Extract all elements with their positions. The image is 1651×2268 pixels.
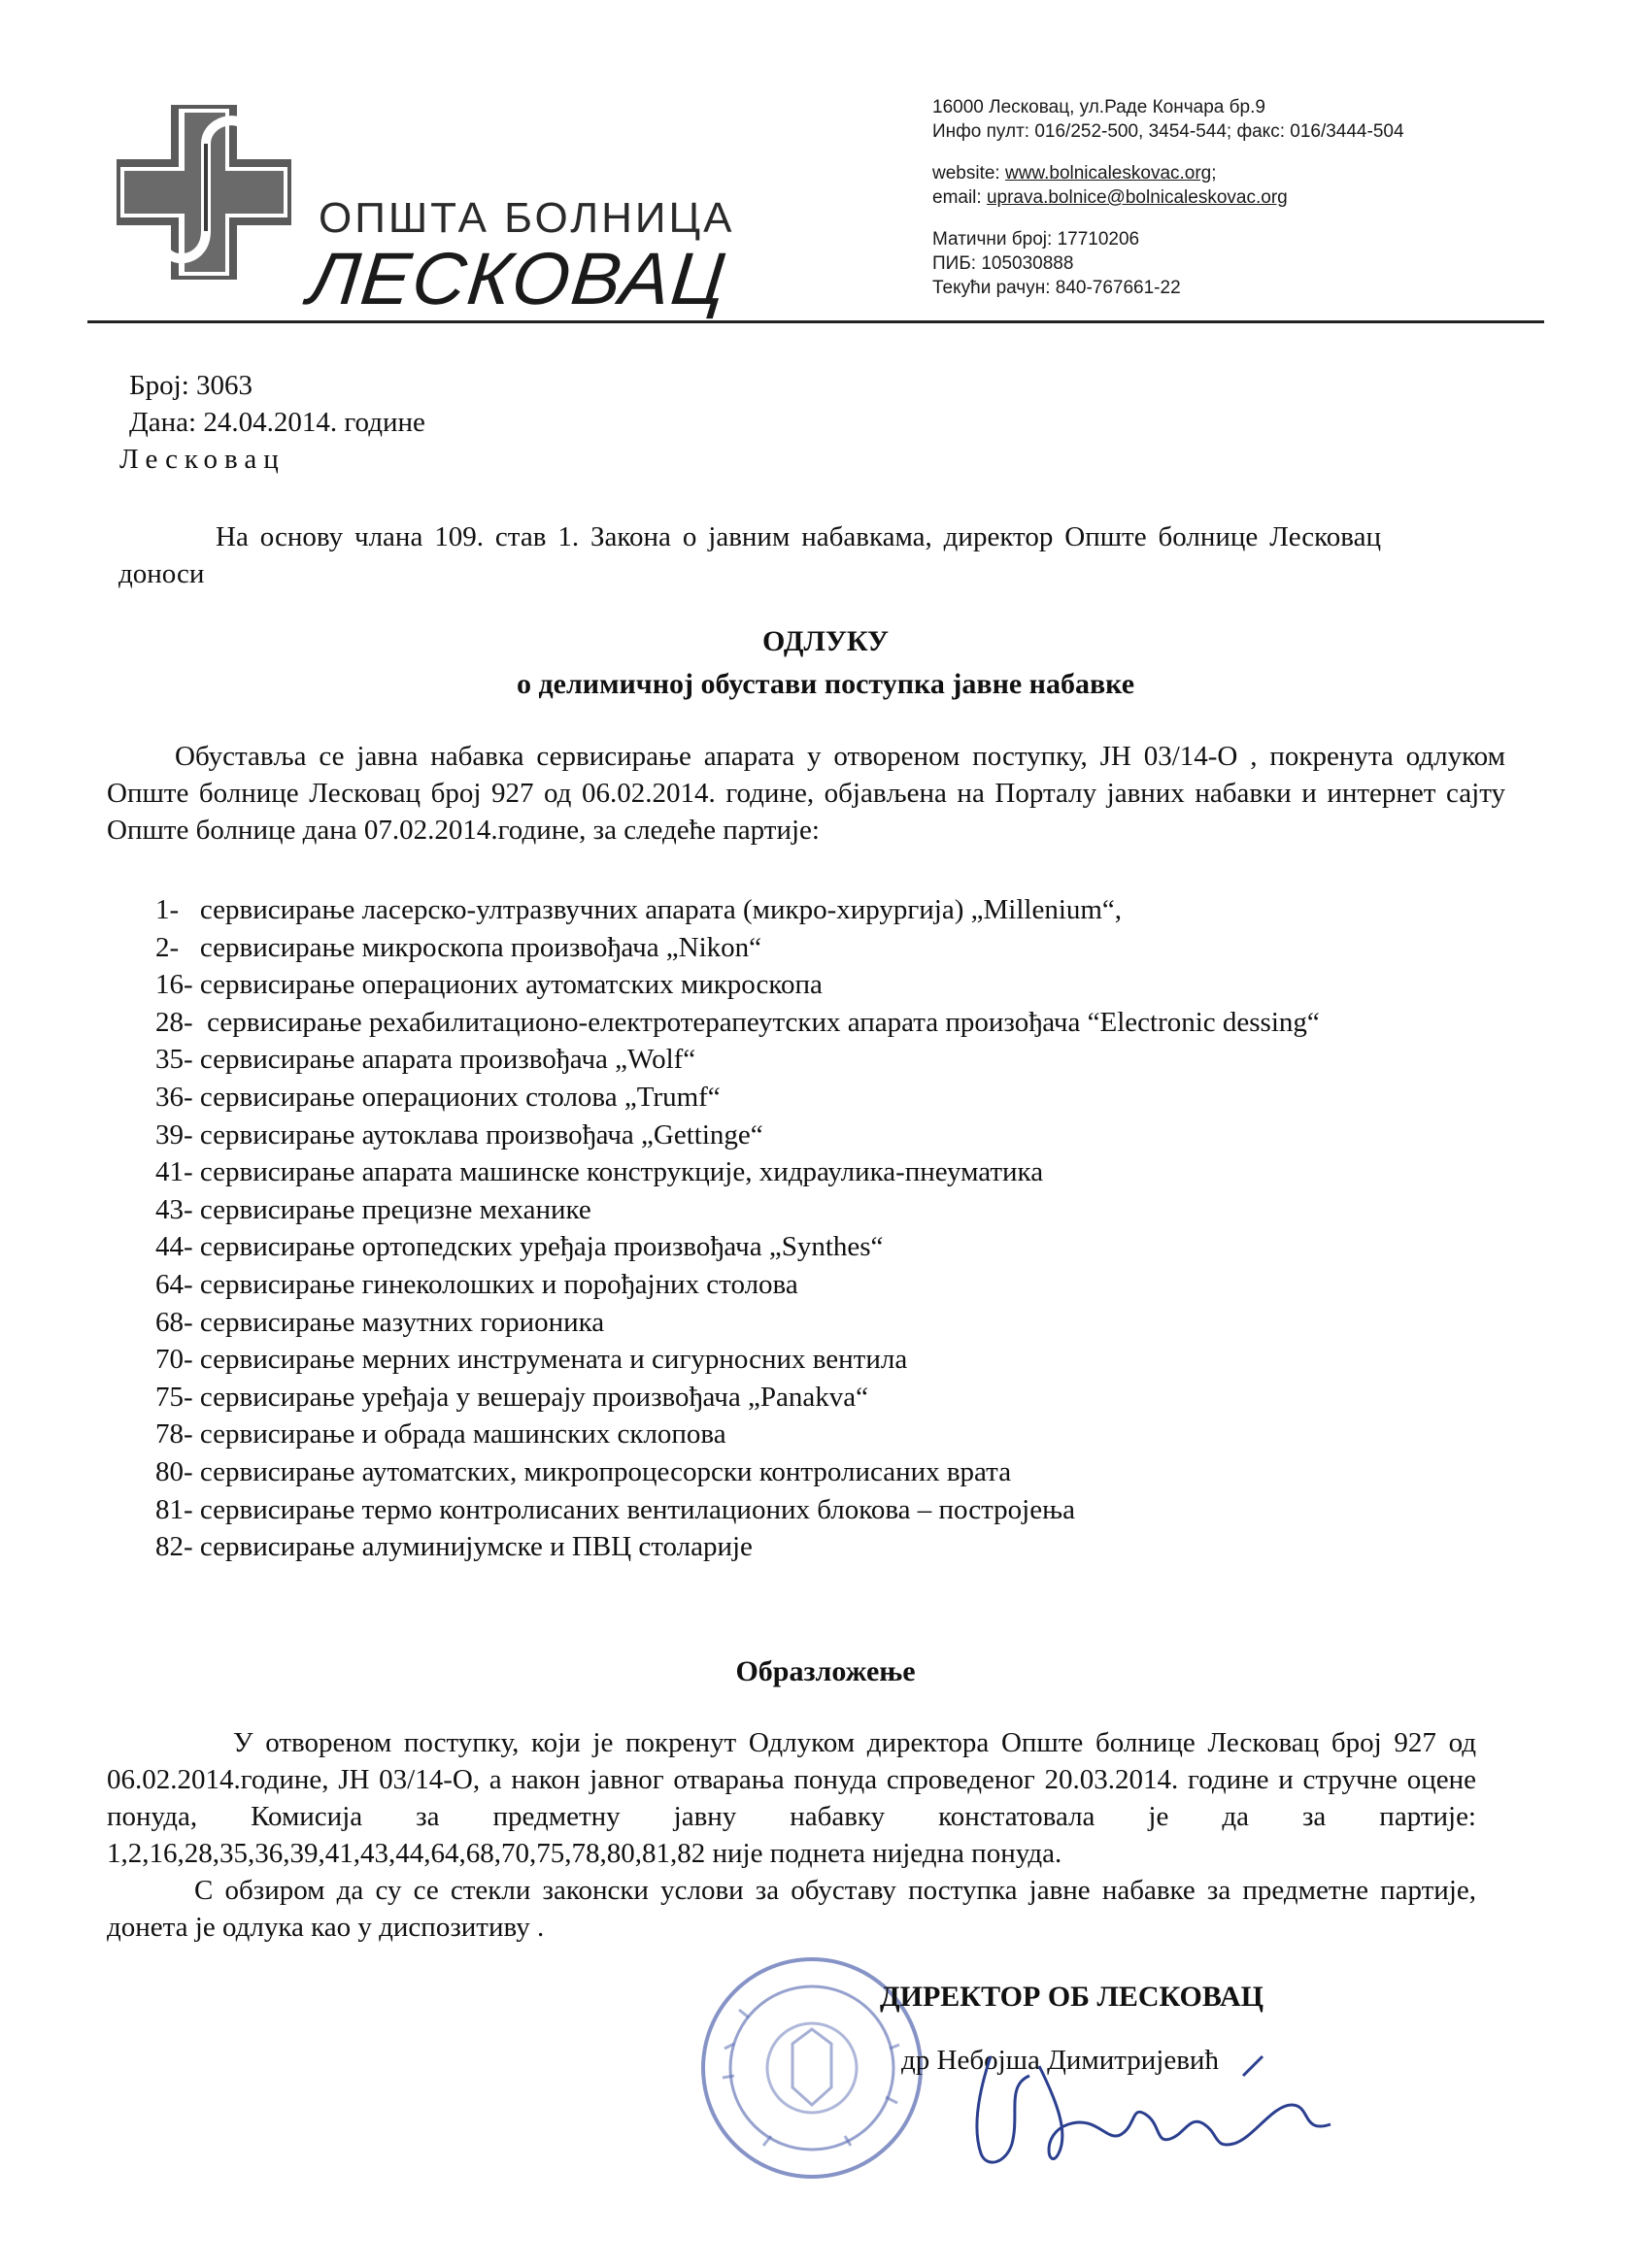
item-text: сервисирање ласерско-ултразвучних апарата (микро-хирургија) „Millenium“, <box>199 894 1123 925</box>
item-text: сервисирање уређаја у вешерају произвођача „Panakva“ <box>199 1381 868 1413</box>
item-number: 80- <box>155 1455 200 1487</box>
list-item <box>155 891 1505 929</box>
document-date: Дана: 24.04.2014. године <box>129 407 425 438</box>
item-text: сервисирање апарата произвођача „Wolf“ <box>199 1044 696 1076</box>
item-text: сервисирање операционих аутоматских микроскопа <box>199 969 823 1001</box>
item-number: 41- <box>155 1156 200 1188</box>
website-link[interactable]: www.bolnicaleskovac.org <box>1004 163 1212 183</box>
list-item <box>155 1304 1505 1342</box>
explanation-text-2: С обзиром да су се стекли законски услови за обуставу поступка јавне набавке за предметне партије, донета је одлука као у диспозитиву . <box>107 1875 1476 1943</box>
item-number: 70- <box>155 1344 200 1376</box>
list-item <box>155 1416 1505 1453</box>
list-item <box>155 1079 1505 1117</box>
item-text: сервисирање прецизне механике <box>199 1193 591 1225</box>
website-line <box>932 161 1404 185</box>
item-number: 75- <box>155 1381 200 1413</box>
list-item <box>155 1453 1505 1491</box>
item-number: 36- <box>155 1081 200 1113</box>
item-number: 68- <box>155 1306 200 1338</box>
explanation-text-1: У отвореном поступку, који је покренут Одлуком директора Опште болнице Лесковац број 927 од 06.02.2014.године, ЈН 03/14-О, а након јавног отварања понуда спроведеног 20.03.2014. године и стручне оцене понуда, Комисија за предметну јавну набавку констатовала је да за партије: 1,2,16,28,35,36,39,41,43,44,64,68,70,75,78,80,81,82 није поднета ниједна понуда. <box>107 1727 1476 1869</box>
item-text: сервисирање рехабилитационо-електротерапеутских апарата произођача “Electronic dessing“ <box>207 1006 1320 1038</box>
partition-list <box>155 891 1505 1566</box>
handwritten-signature <box>952 2047 1340 2178</box>
email-line <box>932 185 1404 210</box>
director-name: др Небојша Димитријевић <box>901 2045 1219 2076</box>
item-number: 44- <box>155 1231 200 1263</box>
item-number: 81- <box>155 1493 200 1525</box>
document-place: Лесковац <box>119 444 286 475</box>
item-text: сервисирање и обрада машинских склопова <box>199 1418 726 1451</box>
list-item <box>155 1117 1505 1154</box>
explanation-title: Образложење <box>735 1655 916 1687</box>
item-number: 64- <box>155 1268 200 1300</box>
logo-title-line2: ЛЕСКОВАЦ <box>304 238 732 320</box>
item-text: сервисирање мерних инструмената и сигурносних вентила <box>199 1344 908 1376</box>
list-item <box>155 966 1505 1004</box>
list-item <box>155 1228 1505 1266</box>
explanation-paragraph-1 <box>107 1724 1476 1872</box>
item-number: 2- <box>155 931 200 963</box>
list-item <box>155 1041 1505 1079</box>
item-number: 82- <box>155 1531 200 1563</box>
item-text: сервисирање термо контролисаних вентилационих блокова – постројења <box>199 1493 1075 1525</box>
document-meta <box>119 367 425 478</box>
website-label: website: <box>932 163 1005 183</box>
registration-number: Матични број: 17710206 <box>932 229 1140 250</box>
item-text: сервисирање аутоматских, микропроцесорски контролисаних врата <box>199 1455 1012 1487</box>
email-link[interactable]: uprava.bolnice@bolnicaleskovac.org <box>986 187 1288 208</box>
item-text: сервисирање аутоклава произвођача „Gettinge“ <box>199 1118 763 1151</box>
list-item <box>155 1341 1505 1379</box>
item-text: сервисирање гинеколошких и порођајних столова <box>199 1268 798 1300</box>
item-number: 28- <box>155 1006 208 1038</box>
item-text: сервисирање ортопедских уређаја произвођача „Synthes“ <box>199 1231 884 1263</box>
email-label: email: <box>932 187 987 208</box>
list-item <box>155 1004 1505 1042</box>
explanation-paragraph-2 <box>107 1872 1476 1946</box>
item-number: 1- <box>155 894 200 925</box>
phones: Инфо пулт: 016/252-500, 3454-544; факс: 016/3444-504 <box>932 121 1404 142</box>
decision-text: Обуставља се јавна набавка сервисирање апарата у отвореном поступку, ЈН 03/14-О , покренута одлуком Опште болнице Лесковац број 927 од 06.02.2014. године, објављена на Порталу јавних набавки и интернет сајту Опште болнице дана 07.02.2014.године, за следеће партије: <box>107 741 1505 846</box>
list-item <box>155 1266 1505 1304</box>
logo-title-line1: ОПШТА БОЛНИЦА <box>319 194 735 242</box>
decision-title: ОДЛУКУ <box>761 625 890 657</box>
list-item <box>155 1528 1505 1566</box>
intro-paragraph <box>118 518 1381 592</box>
decision-paragraph <box>107 738 1505 849</box>
item-text: сервисирање операционих столова „Trumf“ <box>199 1081 721 1113</box>
explanation-body <box>107 1724 1476 1946</box>
item-number: 39- <box>155 1118 200 1151</box>
item-text: сервисирање апарата машинске конструкције, хидраулика-пнеуматика <box>199 1156 1044 1188</box>
header-divider <box>87 320 1544 323</box>
item-number: 78- <box>155 1418 200 1451</box>
item-text: сервисирање микроскопа произвођача „Nikon“ <box>199 931 762 963</box>
decision-subtitle: о делимичној обустави поступка јавне набавке <box>516 668 1135 700</box>
list-item <box>155 1191 1505 1229</box>
item-text: сервисирање мазутних горионика <box>199 1306 605 1338</box>
website-suffix: ; <box>1211 163 1217 183</box>
hospital-cross-logo-icon <box>117 105 291 284</box>
director-title: ДИРЕКТОР ОБ ЛЕСКОВАЦ <box>880 1981 1264 2013</box>
contact-block <box>932 95 1404 300</box>
bank-account: Текући рачун: 840-767661-22 <box>932 278 1181 298</box>
address: 16000 Лесковац, ул.Раде Кончара бр.9 <box>932 97 1265 117</box>
list-item <box>155 929 1505 967</box>
item-number: 16- <box>155 969 200 1001</box>
document-number: Број: 3063 <box>129 370 253 401</box>
list-item <box>155 1153 1505 1191</box>
item-number: 43- <box>155 1193 200 1225</box>
item-number: 35- <box>155 1044 200 1076</box>
list-item <box>155 1491 1505 1529</box>
item-text: сервисирање алуминијумске и ПВЦ столарије <box>199 1531 753 1563</box>
intro-text: На основу члана 109. став 1. Закона о јавним набавкама, директор Опште болнице Лесковац доноси <box>118 521 1381 589</box>
tax-id: ПИБ: 105030888 <box>932 253 1074 274</box>
list-item <box>155 1379 1505 1417</box>
